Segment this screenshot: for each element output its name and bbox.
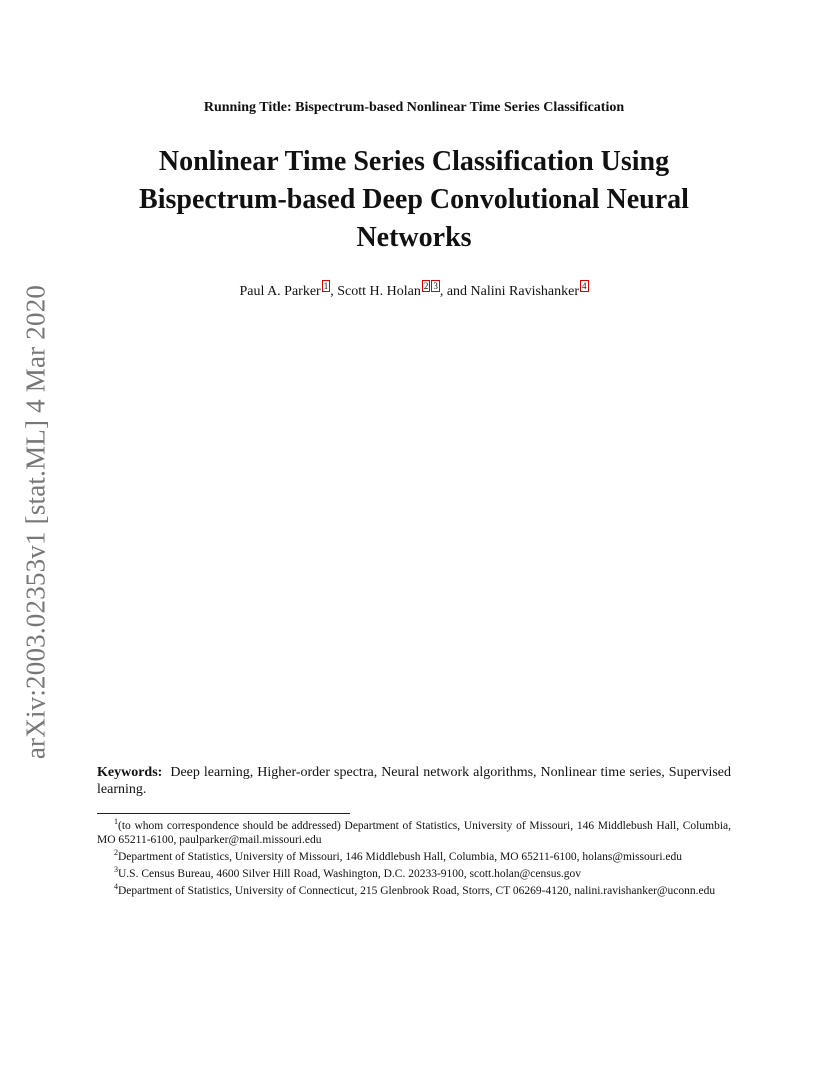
footnote-link[interactable]: 2 xyxy=(423,281,429,292)
paper-title xyxy=(90,143,738,257)
footnote-text: Department of Statistics, University of Connecticut, 215 Glenbrook Road, Storrs, CT 06269-4120, nalini.ravishanker@uconn.edu xyxy=(118,885,716,897)
paper-title-line-1: Nonlinear Time Series Classification Using xyxy=(158,146,670,177)
keywords-block xyxy=(97,764,731,798)
author-separator: , xyxy=(330,284,338,299)
footnote-mark: 4 xyxy=(114,882,118,892)
keywords-text: Deep learning, Higher-order spectra, Neural network algorithms, Nonlinear time series, Supervised learning. xyxy=(97,765,732,797)
author-separator: , and xyxy=(439,284,471,299)
footnote-text: U.S. Census Bureau, 4600 Silver Hill Road, Washington, D.C. 20233-9100, scott.holan@census.gov xyxy=(118,868,582,880)
footnote-mark: 2 xyxy=(114,848,118,858)
paper-title-line-2: Bispectrum-based Deep Convolutional Neural xyxy=(139,184,689,215)
footnote-1 xyxy=(97,819,731,847)
footnote-link[interactable]: 3 xyxy=(433,281,438,292)
footnote-mark: 3 xyxy=(114,865,118,875)
author-name: Scott H. Holan xyxy=(337,284,421,299)
footnote-mark: 1 xyxy=(114,817,118,827)
footnote-4 xyxy=(97,884,731,898)
footnote-link[interactable]: 1 xyxy=(323,281,329,292)
footnote-text: (to whom correspondence should be addressed) Department of Statistics, University of Missouri, 146 Middlebush Hall, Columbia, MO 65211-6100, paulparker@mail.missouri.edu xyxy=(97,820,731,846)
footnote-3 xyxy=(97,867,731,881)
running-title: Running Title: Bispectrum-based Nonlinear Time Series Classification xyxy=(203,100,625,115)
author-name: Nalini Ravishanker xyxy=(470,284,580,299)
footnote-divider xyxy=(97,813,350,814)
keywords-label: Keywords: xyxy=(97,765,163,780)
author-list xyxy=(0,281,828,300)
paper-title-line-3: Networks xyxy=(356,222,472,253)
footnote-2 xyxy=(97,850,731,864)
arxiv-stamp: arXiv:2003.02353v1 [stat.ML] 4 Mar 2020 xyxy=(20,284,51,760)
footnote-link[interactable]: 4 xyxy=(582,281,587,292)
footnote-text: Department of Statistics, University of Missouri, 146 Middlebush Hall, Columbia, MO 65211-6100, holans@missouri.edu xyxy=(118,851,683,863)
footnotes xyxy=(97,819,731,901)
author-name: Paul A. Parker xyxy=(239,284,321,299)
